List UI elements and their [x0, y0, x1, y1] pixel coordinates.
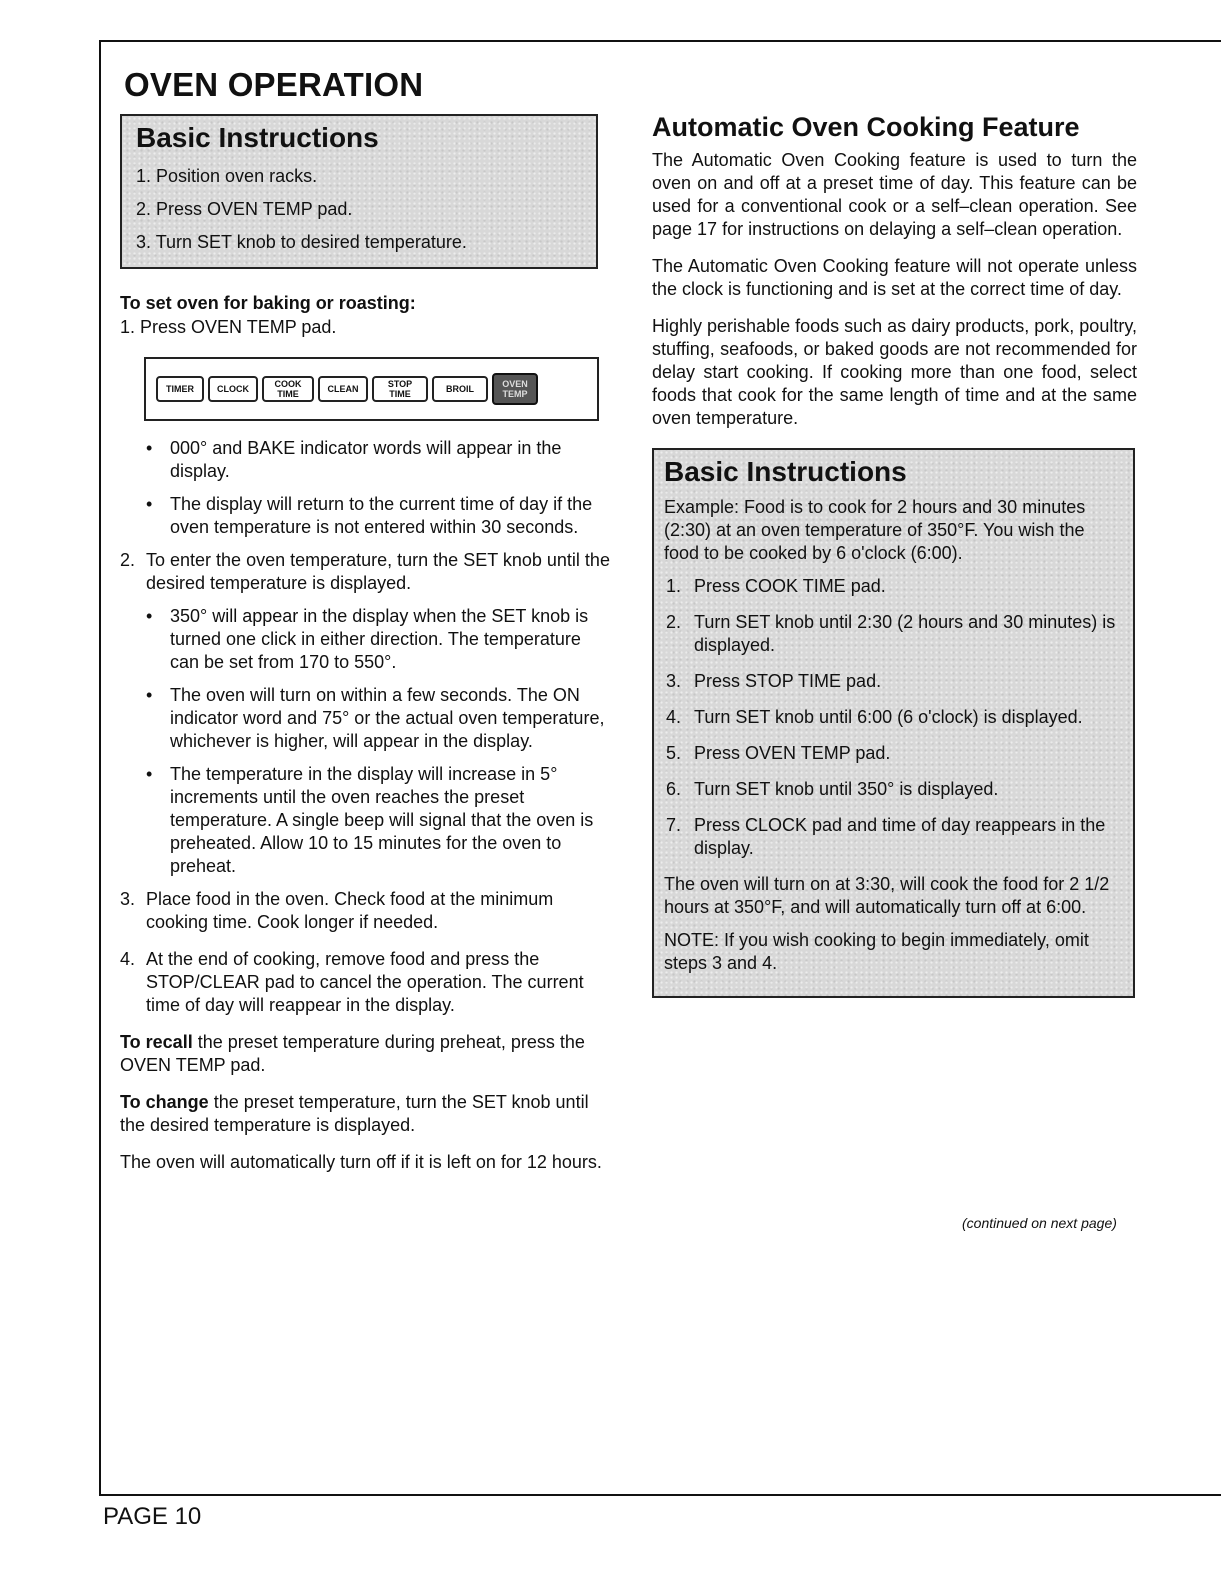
auto-off-paragraph: The oven will automatically turn off if it is left on for 12 hours. — [120, 1152, 602, 1172]
cook-time-pad-bottom: TIME — [277, 389, 299, 399]
basic-steps-list — [136, 160, 582, 259]
step-text: At the end of cooking, remove food and press the STOP/CLEAR pad to cancel the operation. The current time of day will reappear in the display. — [146, 949, 584, 1015]
top-rule — [99, 40, 1221, 42]
note-text: NOTE: If you wish cooking to begin immediately, omit steps 3 and 4. — [664, 930, 1089, 973]
broil-pad: BROIL — [432, 376, 488, 402]
stop-time-pad-bottom: TIME — [389, 389, 411, 399]
step-text: Place food in the oven. Check food at the minimum cooking time. Cook longer if needed. — [146, 889, 554, 932]
bake-step-3 — [120, 888, 610, 934]
automatic-basic-instructions-box — [652, 448, 1135, 998]
automatic-step — [664, 611, 1123, 657]
step1-bullets — [120, 437, 610, 539]
page-title: OVEN OPERATION — [124, 66, 424, 103]
step-number: 3. — [666, 671, 682, 691]
step-number: 7. — [666, 815, 682, 835]
clock-pad: CLOCK — [208, 376, 258, 402]
automatic-cooking-paragraph: The Automatic Oven Cooking feature will not operate unless the clock is functioning and is set at the correct time of day. — [652, 256, 1137, 299]
bullet-item: • The temperature in the display will increase in 5° increments until the oven reaches the preset temperature. A single beep will signal that the oven is preheated. Allow 10 to 15 minutes for the oven to preheat. — [146, 763, 610, 878]
automatic-step — [664, 575, 1123, 598]
bake-step-2 — [120, 549, 610, 595]
step2-bullets — [120, 605, 610, 878]
continued-note: (continued on next page) — [962, 1215, 1117, 1231]
change-paragraph — [120, 1091, 610, 1137]
bottom-rule — [99, 1494, 1221, 1496]
example-text: Example: Food is to cook for 2 hours and 30 minutes (2:30) at an oven temperature of 350°F. You wish the food to be cooked by 6 o'clock (6:00). — [664, 497, 1086, 563]
automatic-cooking-paragraph: The Automatic Oven Cooking feature is used to turn the oven on and off at a preset time of day. This feature can be used for a conventional cook or a self–clean operation. See page 17 for instructions on delaying a self–clean operation. — [652, 150, 1137, 239]
cook-time-pad — [262, 376, 314, 402]
automatic-step — [664, 778, 1123, 801]
oven-temp-pad-bottom: TEMP — [502, 389, 528, 399]
oven-temp-pad — [492, 373, 538, 405]
basic-step: 3. Turn SET knob to desired temperature. — [136, 232, 467, 252]
automatic-cooking-heading: Automatic Oven Cooking Feature — [652, 112, 1080, 142]
oven-temp-pad-top: OVEN — [502, 379, 528, 389]
step-number: 5. — [666, 743, 682, 763]
recall-paragraph — [120, 1031, 610, 1077]
automatic-step — [664, 814, 1123, 860]
stop-time-pad — [372, 376, 428, 402]
control-pad-illustration — [144, 357, 599, 421]
step-number: 1. — [666, 576, 682, 596]
cook-time-pad-top: COOK — [274, 379, 302, 389]
step-number: 2. — [666, 612, 682, 632]
summary-text: The oven will turn on at 3:30, will cook the food for 2 1/2 hours at 350°F, and will automatically turn off at 6:00. — [664, 874, 1110, 917]
step-number: 4. — [120, 949, 136, 969]
step-number: 6. — [666, 779, 682, 799]
automatic-step — [664, 706, 1123, 729]
step-number: 3. — [120, 889, 136, 909]
page-number: PAGE 10 — [103, 1503, 202, 1530]
automatic-step — [664, 742, 1123, 765]
basic-instructions-box — [120, 114, 598, 269]
automatic-basic-title: Basic Instructions — [664, 456, 907, 487]
step-text: Press STOP TIME pad. — [694, 671, 882, 691]
change-text: the preset temperature, turn the SET knob until the desired temperature is displayed. — [120, 1092, 589, 1135]
bullet-item: • 000° and BAKE indicator words will appear in the display. — [146, 437, 610, 483]
recall-text: the preset temperature during preheat, press the OVEN TEMP pad. — [120, 1032, 585, 1075]
step-number: 4. — [666, 707, 682, 727]
basic-step: 2. Press OVEN TEMP pad. — [136, 199, 353, 219]
bake-step-4 — [120, 948, 610, 1017]
change-bold: To change — [120, 1092, 209, 1112]
step-text: Press COOK TIME pad. — [694, 576, 886, 596]
automatic-steps-list — [664, 575, 1123, 860]
step-text: Turn SET knob until 350° is displayed. — [694, 779, 999, 799]
automatic-cooking-paragraph: Highly perishable foods such as dairy products, pork, poultry, stuffing, seafoods, or baked goods are not recommended for delay start cooking. If cooking more than one food, select foods that cook for the same length of time and at the same oven temperature. — [652, 316, 1137, 428]
bake-step-1: 1. Press OVEN TEMP pad. — [120, 317, 337, 337]
bullet-item: • The display will return to the current time of day if the oven temperature is not entered within 30 seconds. — [146, 493, 610, 539]
bullet-item: • 350° will appear in the display when the SET knob is turned one click in either direction. The temperature can be set from 170 to 550°. — [146, 605, 610, 674]
clean-pad: CLEAN — [318, 376, 368, 402]
step-number: 2. — [120, 550, 136, 570]
step-text: Turn SET knob until 6:00 (6 o'clock) is displayed. — [694, 707, 1083, 727]
basic-instructions-title: Basic Instructions — [136, 122, 379, 153]
bullet-item: • The oven will turn on within a few seconds. The ON indicator word and 75° or the actual oven temperature, whichever is higher, will appear in the display. — [146, 684, 610, 753]
stop-time-pad-top: STOP — [387, 379, 413, 389]
automatic-step — [664, 670, 1123, 693]
timer-pad: TIMER — [156, 376, 204, 402]
right-column — [652, 108, 1137, 998]
basic-step: 1. Position oven racks. — [136, 166, 318, 186]
left-rule — [99, 40, 101, 1495]
step-text: To enter the oven temperature, turn the SET knob until the desired temperature is displayed. — [146, 550, 610, 593]
step-text: Turn SET knob until 2:30 (2 hours and 30 minutes) is displayed. — [694, 612, 1116, 655]
bake-heading: To set oven for baking or roasting: — [120, 293, 416, 313]
left-column — [120, 114, 610, 1174]
recall-bold: To recall — [120, 1032, 193, 1052]
step-text: Press OVEN TEMP pad. — [694, 743, 891, 763]
step-text: Press CLOCK pad and time of day reappears in the display. — [694, 815, 1106, 858]
